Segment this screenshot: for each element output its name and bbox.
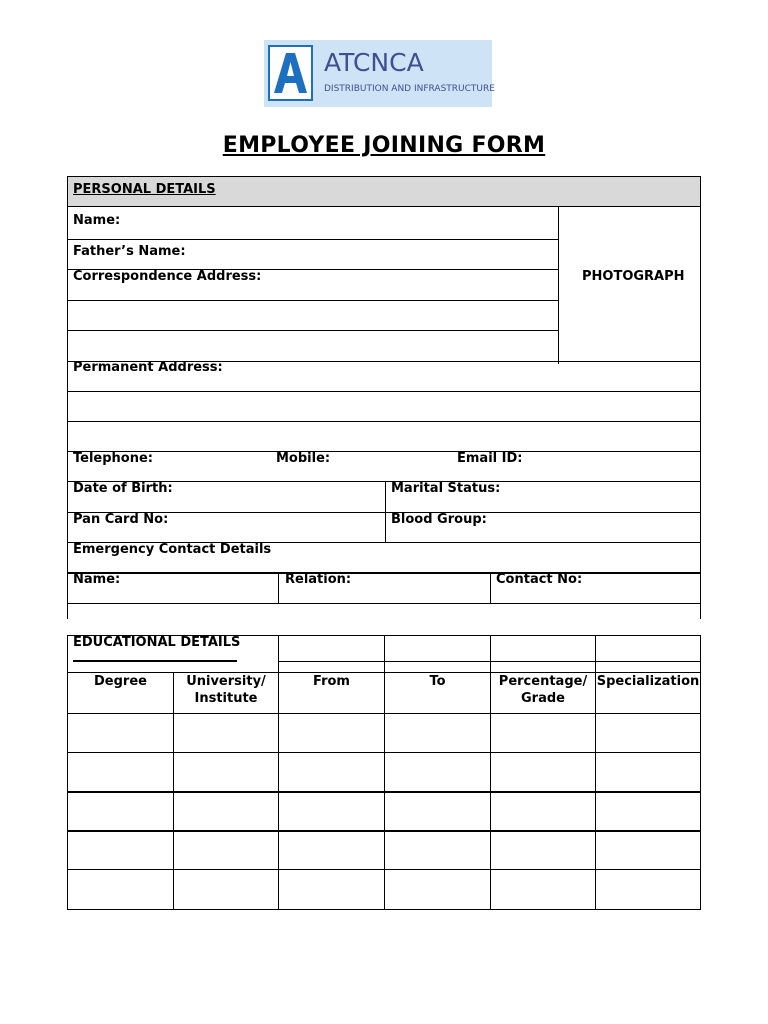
- col-specialization-line: Specialization: [596, 674, 700, 689]
- photograph-box-label: PHOTOGRAPH: [582, 269, 685, 284]
- rule: [67, 451, 701, 452]
- cell-divider: [278, 572, 279, 603]
- photo-divider: [558, 206, 559, 364]
- telephone-label: Telephone:: [73, 451, 153, 466]
- emergency-contact-no-label: Contact No:: [496, 572, 583, 587]
- border: [700, 176, 701, 619]
- personal-details-header: PERSONAL DETAILS: [73, 182, 216, 197]
- rule: [67, 330, 558, 331]
- name-label: Name:: [73, 213, 121, 228]
- header-underline: [73, 660, 237, 662]
- form-title: EMPLOYEE JOINING FORM: [222, 133, 546, 158]
- col-to: [385, 673, 490, 690]
- emergency-name-label: Name:: [73, 572, 121, 587]
- col-specialization: [596, 673, 700, 690]
- rule: [67, 391, 701, 392]
- col-percentage-line2: Grade: [521, 691, 565, 706]
- email-label: Email ID:: [457, 451, 523, 466]
- father-name-label: Father’s Name:: [73, 244, 186, 259]
- col-degree: [68, 673, 173, 690]
- pan-label: Pan Card No:: [73, 512, 169, 527]
- rule: [67, 572, 701, 574]
- logo-mark: [268, 45, 313, 101]
- col-to-line: To: [429, 674, 446, 689]
- logo-letter-a-icon: [274, 53, 307, 93]
- col-university-line1: University/: [186, 674, 266, 689]
- col-from-line: From: [313, 674, 350, 689]
- dob-label: Date of Birth:: [73, 481, 173, 496]
- col-percentage: [491, 673, 595, 707]
- cell-divider: [385, 481, 386, 542]
- rule: [67, 300, 558, 301]
- mobile-label: Mobile:: [276, 451, 331, 466]
- marital-status-label: Marital Status:: [391, 481, 501, 496]
- logo-subtitle: DISTRIBUTION AND INFRASTRUCTURE: [324, 84, 495, 94]
- emergency-contact-header: Emergency Contact Details: [73, 542, 272, 557]
- col-degree-line: Degree: [94, 674, 147, 689]
- cell-divider: [490, 572, 491, 603]
- company-logo: [264, 40, 495, 107]
- rule: [67, 603, 701, 604]
- educational-details-header: EDUCATIONAL DETAILS: [73, 635, 241, 650]
- emergency-relation-label: Relation:: [285, 572, 352, 587]
- column-divider: [173, 672, 174, 910]
- rule: [67, 206, 701, 207]
- rule: [67, 421, 701, 422]
- permanent-address-label: Permanent Address:: [73, 360, 223, 375]
- blood-group-label: Blood Group:: [391, 512, 487, 527]
- col-university-line2: Institute: [194, 691, 258, 706]
- rule: [67, 239, 558, 240]
- correspondence-address-label: Correspondence Address:: [73, 269, 262, 284]
- col-university: [174, 673, 278, 707]
- col-percentage-line1: Percentage/: [498, 674, 588, 689]
- rule: [67, 176, 701, 177]
- border: [67, 176, 68, 619]
- logo-name: ATCNCA: [324, 48, 424, 77]
- col-from: [279, 673, 384, 690]
